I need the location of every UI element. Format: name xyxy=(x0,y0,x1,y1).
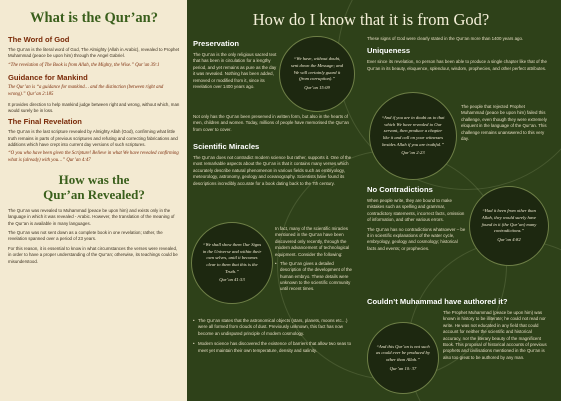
preservation-text-2: Not only has the Qur’an been preserved in written form, but also in the hearts of men, children and women. Today, millions of people have memorised the Qur’an from cover to cover. xyxy=(193,114,349,132)
quote-bubble-2-23 xyxy=(369,92,457,180)
guidance-text: It provides direction to help mankind judge between right and wrong, without which, man would surely be in loss. xyxy=(8,101,180,113)
quote-2-185: The Qur’an is “a guidance for mankind… and the distinction (between right and wrong).” Qur’an 2:185 xyxy=(8,84,164,97)
heading-word-of-god: The Word of God xyxy=(8,35,70,44)
final-revelation-text: The Qur’an is the last scripture revealed by Almighty Allah (God), confirming what little truth remains in parts of previous scriptures and refuting and correcting fabrications and additions which have crept into current day versions of such scriptures. xyxy=(8,129,178,148)
quote-bubble-4-82 xyxy=(469,186,549,266)
uniqueness-text-2: The people that rejected Prophet Muhammad (peace be upon him) failed this challenge, even though they were extremely eloquent in the language of the Qur’an. This challenge remains unanswered to this very day. xyxy=(461,104,547,141)
list-item: • Modern science has discovered the existence of barriers that allow two seas to meet yet maintain their own temperature, density and salinity. xyxy=(193,341,355,354)
quote-4-47: “O you who have been given the Scripture! Believe in what We have revealed confirming what is (already) with you…” Qur’an 4:47 xyxy=(8,151,179,164)
scientific-text-2: In fact, many of the scientific miracles mentioned in the Qur’an have been discovered only recently, through the modern advancement of technological equipment. Consider the following: xyxy=(275,226,350,257)
word-of-god-text: The Qur’an is the literal word of God, The Almighty (Allah in Arabic), revealed to Prophet Muhammad (peace be upon him) through the Angel Gabriel. xyxy=(8,47,180,59)
preservation-text: The Qur’an is the only religious sacred text that has been in circulation for a lengthy period, and yet remains as pure as the day it was revealed. Nothing has been added, removed or modified from it, since its revelation over 1400 years ago. xyxy=(193,52,277,89)
heading-how-revealed xyxy=(8,173,180,202)
section-preservation xyxy=(193,38,279,93)
section-scientific-cont xyxy=(275,226,355,297)
quote-bubble-15-9 xyxy=(279,36,355,112)
section-scientific-bullets xyxy=(193,318,355,358)
quote-10-37-ref: Qur’an 10: 37 xyxy=(389,365,417,371)
section-preservation-cont xyxy=(193,114,353,136)
section-uniqueness-cont xyxy=(461,104,549,145)
heading-guidance: Guidance for Mankind xyxy=(8,72,88,82)
uniqueness-text: Ever since its revelation, no person has been able to produce a single chapter like that of the Qur’an in its beauty, eloquence, splendour, wisdom, prophecies, and other perfect attributes. xyxy=(367,59,547,71)
quote-4-82-ref: Qur’an 4:82 xyxy=(497,236,521,242)
section-signs xyxy=(367,36,547,75)
revealed-text-1: The Qur’an was revealed to Muhammad (peace be upon him) and exists only in the language in which it was revealed - Arabic. However, the translation of the meaning of the Qur’an is available in many languages. xyxy=(8,207,175,226)
section-contradictions xyxy=(367,184,467,255)
section-scientific xyxy=(193,141,355,190)
quote-41-53-ref: Qur’an 41:53 xyxy=(219,277,245,283)
scientific-text: The Qur’an does not contradict modern science but rather, supports it. One of the most remarkable aspects about the Qur’an is that it contains many verses which accurately describe natural phenomenon in various fields such as embryology, meteorology, astronomy, geology and oceanography. Scientists have found its descriptions incredibly accurate for a book dating back to the 7th century. xyxy=(193,155,352,186)
quote-2-23-ref: Qur’an 2:23 xyxy=(401,150,425,156)
heading-how-revealed-line1: How was the xyxy=(58,172,130,188)
quote-10-37: “And this Qur’an is not such as could ever be produced by other than Allah.” xyxy=(376,343,430,362)
revealed-text-3: For this reason, it is essential to know in what circumstances the verses were revealed, in order to have a proper understanding of the Qur’an; otherwise, its teachings could be misunderstood. xyxy=(8,245,178,264)
right-panel xyxy=(187,0,561,401)
quote-15-9: “We have, without doubt, sent down the Message; and We will certainly guard it (from corruption).” xyxy=(290,56,344,82)
quote-41-53: “We shall show them Our Signs in the Universe and within their own selves, until it becomes clear to them that this is the Truth.” xyxy=(202,242,262,274)
scientific-list-2 xyxy=(193,318,355,354)
section-authored xyxy=(367,296,549,310)
quote-bubble-41-53 xyxy=(191,222,273,304)
heading-scientific: Scientific Miracles xyxy=(193,142,260,151)
quote-bubble-10-37 xyxy=(367,322,439,394)
contradictions-text: When people write, they are bound to make mistakes such as spelling and grammar, contradictory statements, incorrect facts, omission of information, and other various errors. xyxy=(367,198,465,223)
quote-2-23: “And if you are in doubt as to that which We have revealed to Our servant, then produce a chapter like it and call on your witnesses besides Allah if you are truthful.” xyxy=(381,115,445,147)
heading-how-revealed-line2: Qur’an Revealed? xyxy=(43,186,145,202)
section-authored-text xyxy=(443,310,551,364)
contradictions-text-2: The Qur’an has no contradictions whatsoever – be it in scientific explanations of the water cycle, embryology, geology and cosmology; historical facts and events; or prophecies. xyxy=(367,226,466,251)
list-item: • The Qur’an gives a detailed description of the development of the human embryo. These details were unknown to the scientific community until recent times. xyxy=(275,261,355,293)
heading-preservation: Preservation xyxy=(193,39,240,48)
page-title-from-god: How do I know that it is from God? xyxy=(252,10,490,29)
heading-final-revelation: The Final Revelation xyxy=(8,117,82,127)
signs-text: These signs of God were clearly stated in the Qur’an more than 1400 years ago. xyxy=(367,36,524,41)
quote-4-82: “Had it been from other than Allah, they would surely have found in it (the Qur’an) many contradictions.” xyxy=(481,208,537,234)
page-title-what-is-quran: What is the Qur’an? xyxy=(30,10,158,26)
quote-39-1: “The revelation of The Book is from Allah, the Mighty, the Wise.” Qur’an 39:1 xyxy=(8,62,160,68)
scientific-list xyxy=(275,261,355,293)
heading-uniqueness: Uniqueness xyxy=(367,46,411,56)
heading-contradictions: No Contradictions xyxy=(367,185,433,194)
left-panel xyxy=(0,0,187,401)
revealed-text-2: The Qur’an was not sent down as a complete book in one revelation; rather, the revelation spanned over a period of 23 years. xyxy=(8,230,163,242)
list-item: • The Qur’an states that the astronomical objects (stars, planets, moons etc…) were all formed from clouds of dust. Previously unknown, this fact has now become an undisputed principle of modern cosmology. xyxy=(193,318,355,337)
authored-text: The Prophet Muhammad (peace be upon him) was known in history to be illiterate; he could not read nor write. He was not educated in any field that could account for neither the scientific and historical accuracy, nor the literary beauty of the magnificent Book. This proposal of historical accounts of previous prophets and civilisations mentioned in the Qur’an is also too great to be authored by any man. xyxy=(443,310,547,360)
quote-15-9-ref: Qur’an 15:09 xyxy=(304,84,330,90)
heading-authored: Couldn’t Muhammad have authored it? xyxy=(367,297,508,306)
